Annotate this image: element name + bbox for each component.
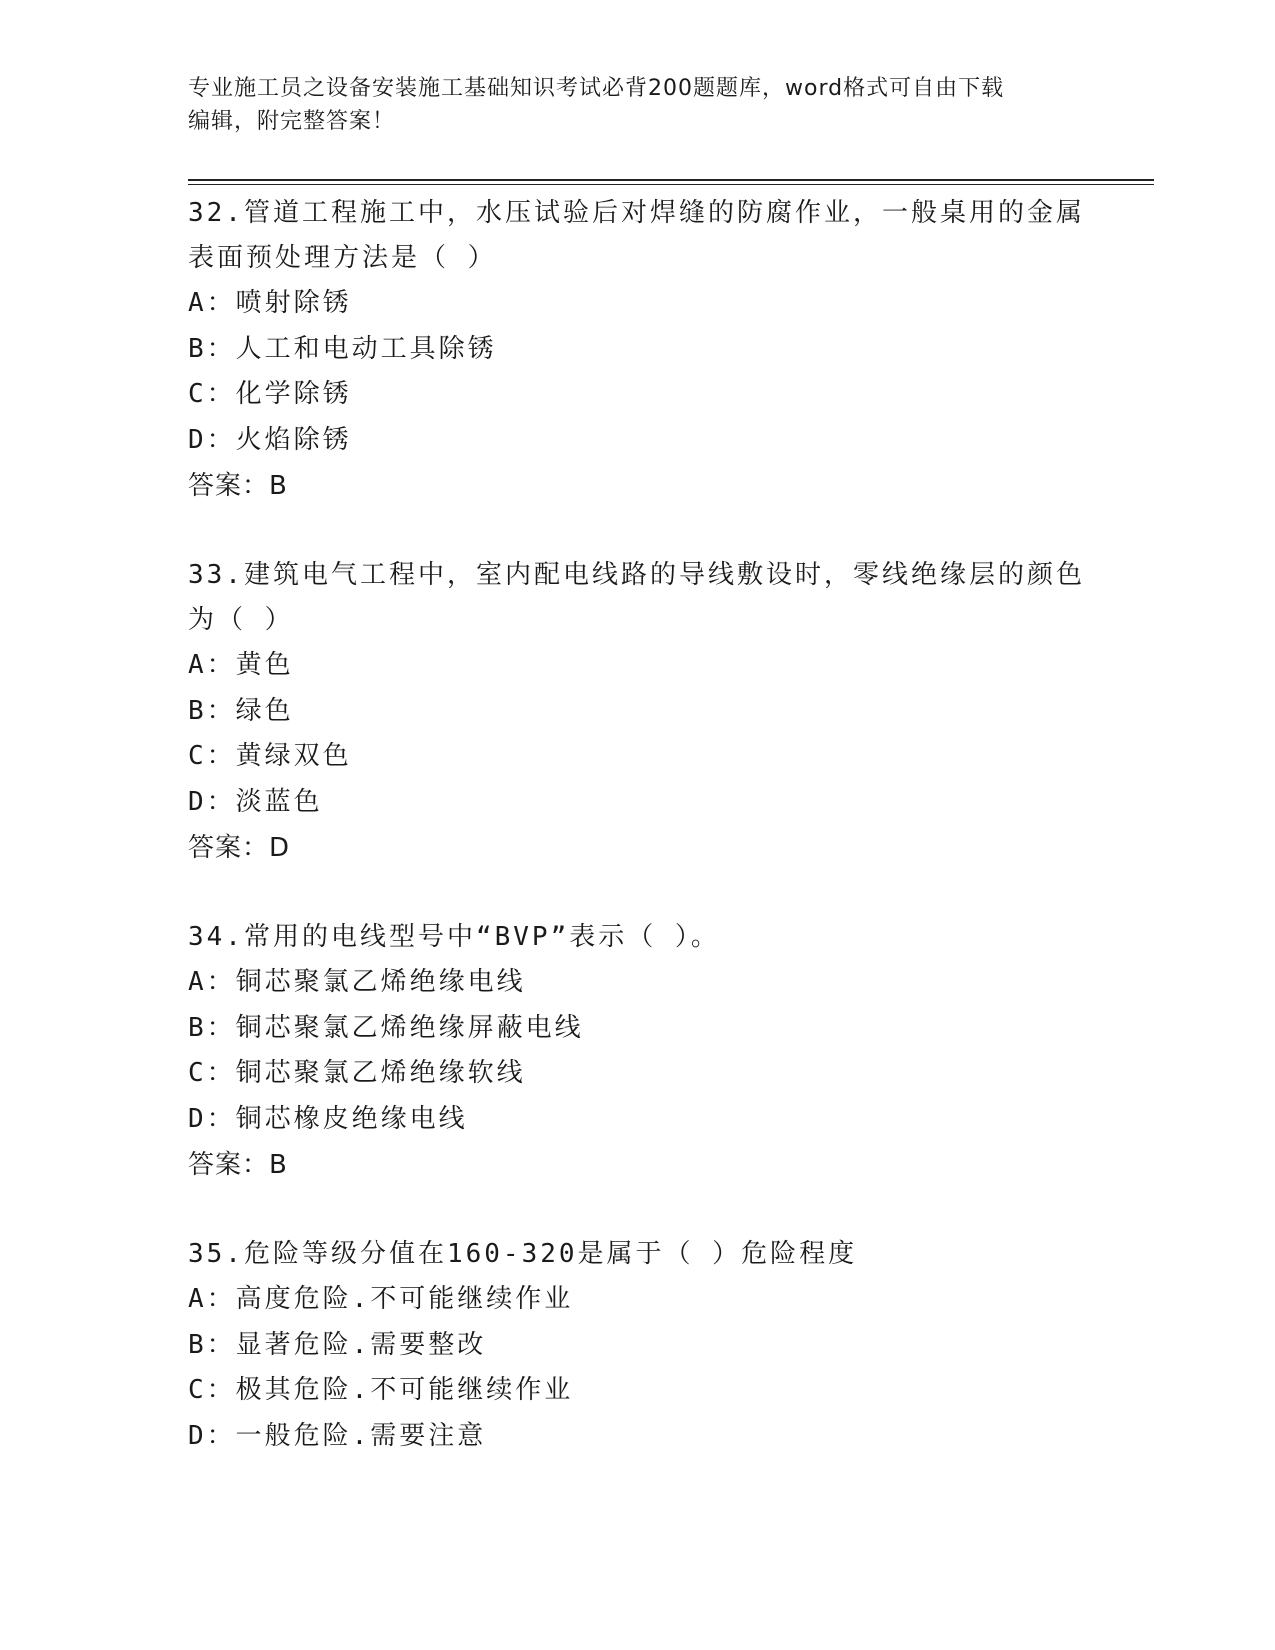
question-text-line: 表面预处理方法是（ ） (188, 243, 497, 273)
option-d: D：淡蓝色 (188, 786, 323, 817)
question-text-line: 为（ ） (188, 605, 294, 635)
option-d: D：一般危险.需要注意 (188, 1420, 487, 1451)
question-34 (188, 915, 1088, 1188)
option-d: D：火焰除锈 (188, 424, 352, 455)
option-a: A：高度危险.不可能继续作业 (188, 1284, 574, 1314)
document-header (188, 72, 1088, 138)
question-35 (188, 1232, 1088, 1459)
answer-line: 答案：B (188, 471, 288, 501)
header-line-1: 专业施工员之设备安装施工基础知识考试必背200题题库，word格式可自由下载 (188, 76, 1005, 101)
question-text-line: 34.常用的电线型号中“BVP”表示（ ）。 (188, 922, 720, 952)
question-text-line: 33.建筑电气工程中，室内配电线路的导线敷设时，零线绝缘层的颜色 (188, 560, 1085, 590)
option-a: A：喷射除锈 (188, 288, 352, 318)
option-a: A：黄色 (188, 650, 294, 680)
option-c: C：极其危险.不可能继续作业 (188, 1375, 574, 1405)
question-text (188, 1232, 1088, 1277)
question-list (188, 191, 1088, 1503)
option-b: B：绿色 (188, 695, 294, 726)
question-32 (188, 191, 1088, 509)
question-33 (188, 553, 1088, 871)
question-text (188, 553, 1088, 643)
question-text (188, 915, 1088, 960)
question-text-line: 32.管道工程施工中，水压试验后对焊缝的防腐作业，一般桌用的金属 (188, 198, 1085, 228)
option-a: A：铜芯聚氯乙烯绝缘电线 (188, 967, 526, 997)
option-c: C：化学除锈 (188, 379, 352, 409)
option-c: C：黄绿双色 (188, 741, 352, 771)
option-b: B：人工和电动工具除锈 (188, 333, 497, 364)
option-b: B：显著危险.需要整改 (188, 1329, 487, 1360)
option-c: C：铜芯聚氯乙烯绝缘软线 (188, 1058, 526, 1088)
answer-line: 答案：D (188, 833, 291, 863)
option-b: B：铜芯聚氯乙烯绝缘屏蔽电线 (188, 1012, 584, 1043)
answer-line: 答案：B (188, 1150, 288, 1180)
question-text-line: 35.危险等级分值在160-320是属于（ ）危险程度 (188, 1239, 858, 1269)
option-d: D：铜芯橡皮绝缘电线 (188, 1103, 468, 1134)
header-divider-thick (188, 179, 1154, 181)
header-divider-thin (188, 184, 1154, 185)
question-text (188, 191, 1088, 281)
header-line-2: 编辑，附完整答案！ (188, 109, 396, 134)
